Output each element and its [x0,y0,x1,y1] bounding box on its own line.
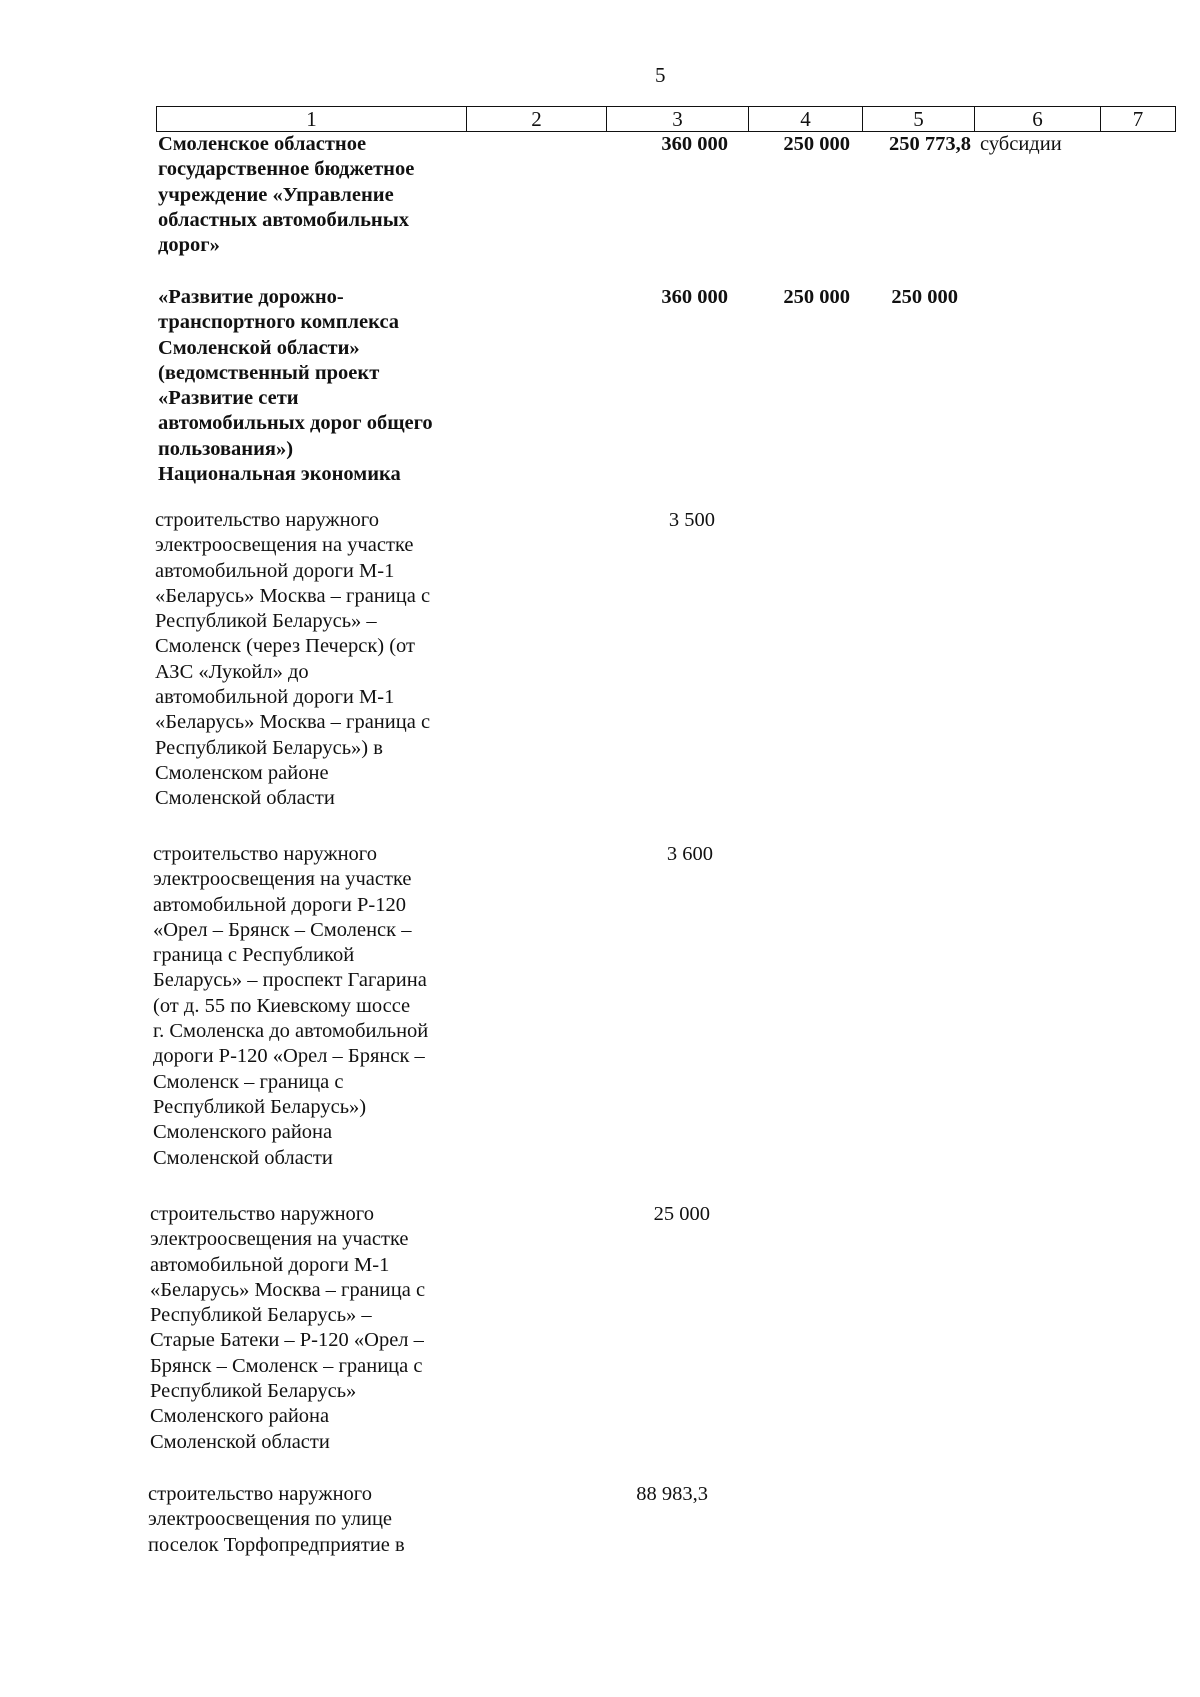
row-value-col5: 250 773,8 [889,133,971,155]
row-value-col3: 88 983,3 [636,1483,708,1505]
row-value-col6: субсидии [980,133,1062,155]
column-number-4: 4 [749,107,863,132]
row-value-col4: 250 000 [783,286,850,308]
row-value-col3: 3 600 [666,843,713,865]
row-description: строительство наружного электроосвещения на участке автомобильной дороги Р-120 «Орел – Брянск – Смоленск – граница с Республикой Беларусь» – проспект Гагарина (от д. 55 по Киевскому шоссе г. Смоленска до автомобильной дороги Р-120 «Орел – Брянск – Смоленск – граница с Республикой Беларусь») Смоленского района Смоленской области [153,843,429,1169]
row-value-col5: 250 000 [891,286,958,308]
row-value-col4: 250 000 [783,133,850,155]
column-number-2: 2 [467,107,607,132]
row-description: строительство наружного электроосвещения по улице поселок Торфопредприятие в [148,1483,405,1556]
page-number: 5 [655,63,666,87]
row-description: строительство наружного электроосвещения на участке автомобильной дороги М-1 «Беларусь» Москва – граница с Республикой Беларусь» – Старые Батеки – Р-120 «Орел – Брянск – Смоленск – граница с Республикой Беларусь» Смоленского района Смоленской области [150,1203,426,1453]
row-description: строительство наружного электроосвещения на участке автомобильной дороги М-1 «Беларусь» Москва – граница с Республикой Беларусь» – Смоленск (через Печерск) (от АЗС «Лукойл» до автомобильной дороги М-1 «Беларусь» Москва – граница с Республикой Беларусь») в Смоленском районе Смоленской области [155,509,431,810]
column-number-5: 5 [863,107,975,132]
column-number-3: 3 [607,107,749,132]
row-value-col3: 25 000 [653,1203,710,1225]
column-number-7: 7 [1101,107,1176,132]
row-description: Смоленское областное государственное бюджетное учреждение «Управление областных автомобильных дорог» [158,133,415,257]
row-value-col3: 360 000 [661,286,728,308]
column-number-header [156,106,1176,132]
column-number-6: 6 [975,107,1101,132]
row-value-col3: 3 500 [668,509,715,531]
column-number-1: 1 [157,107,467,132]
row-value-col3: 360 000 [661,133,728,155]
row-description: «Развитие дорожно- транспортного комплекса Смоленской области» (ведомственный проект «Развитие сети автомобильных дорог общего пользования») Национальная экономика [158,286,433,486]
